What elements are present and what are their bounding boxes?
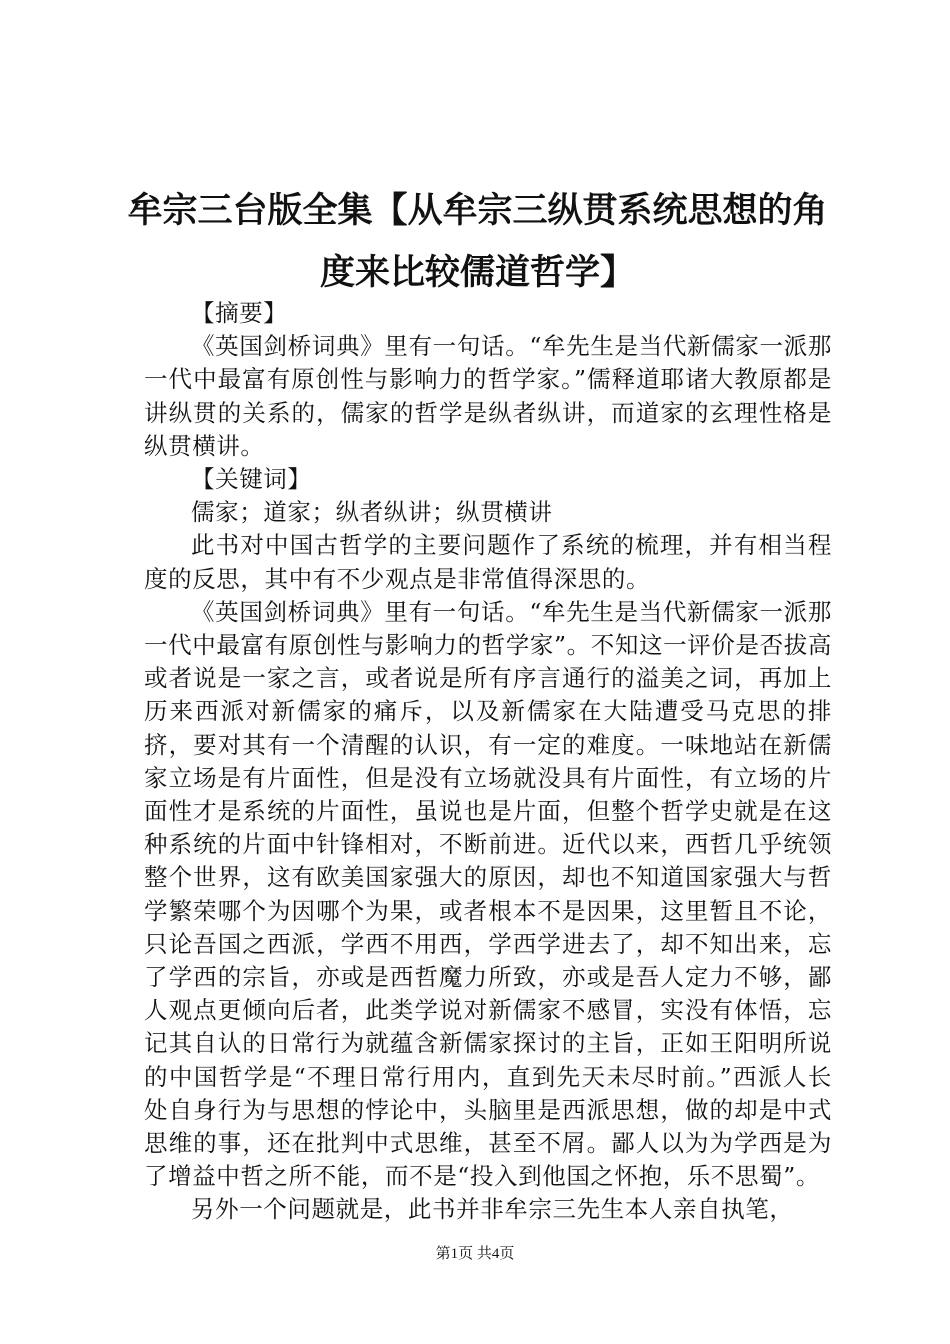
keywords-heading: 【关键词】 [191,465,312,494]
abstract-heading: 【摘要】 [191,299,288,327]
abstract-paragraph: 《英国剑桥词典》里有一句话。“牟先生是当代新儒家一派那一代中最富有原创性与影响力的哲学家。”儒释道耶诸大教原都是讲纵贯的关系的，儒家的哲学是纵者纵讲，而道家的玄理性格是纵贯横讲。 [144,332,832,460]
page-number-footer: 第1页 共4页 [435,1246,515,1262]
document-body [144,297,832,1227]
document-title: 牟宗三台版全集【从牟宗三纵贯系统思想的角度来比较儒道哲学】 [127,191,828,293]
body-paragraph: 《英国剑桥词典》里有一句话。“牟先生是当代新儒家一派那一代中最富有原创性与影响力的哲学家”。不知这一评价是否拔高或者说是一家之言，或者说是所有序言通行的溢美之词，再加上历来西派对新儒家的痛斥，以及新儒家在大陆遭受马克思的排挤，要对其有一个清醒的认识，有一定的难度。一味地站在新儒家立场是有片面性，但是没有立场就没具有片面性，有立场的片面性才是系统的片面性，虽说也是片面，但整个哲学史就是在这种系统的片面中针锋相对，不断前进。近代以来，西哲几乎统领整个世界，这有欧美国家强大的原因，却也不知道国家强大与哲学繁荣哪个为因哪个为果，或者根本不是因果，这里暂且不论，只论吾国之西派，学西不用西，学西学进去了，却不知出来，忘了学西的宗旨，亦或是西哲魔力所致，亦或是吾人定力不够，鄙人观点更倾向后者，此类学说对新儒家不感冒，实没有体悟，忘记其自认的日常行为就蕴含新儒家探讨的主旨，正如王阳明所说的中国哲学是“不理日常行用内，直到先天未尽时前。”西派人长处自身行为与思想的悖论中，头脑里是西派思想，做的却是中式思维的事，还在批判中式思维，甚至不屑。鄙人以为为学西是为了增益中哲之所不能，而不是“投入到他国之怀抱，乐不思蜀”。 [144,597,832,1191]
body-paragraph: 此书对中国古哲学的主要问题作了系统的梳理，并有相当程度的反思，其中有不少观点是非常值得深思的。 [144,531,832,593]
keywords-paragraph: 儒家；道家；纵者纵讲；纵贯横讲 [191,498,553,527]
body-paragraph: 另外一个问题就是，此书并非牟宗三先生本人亲自执笔， [191,1195,794,1224]
